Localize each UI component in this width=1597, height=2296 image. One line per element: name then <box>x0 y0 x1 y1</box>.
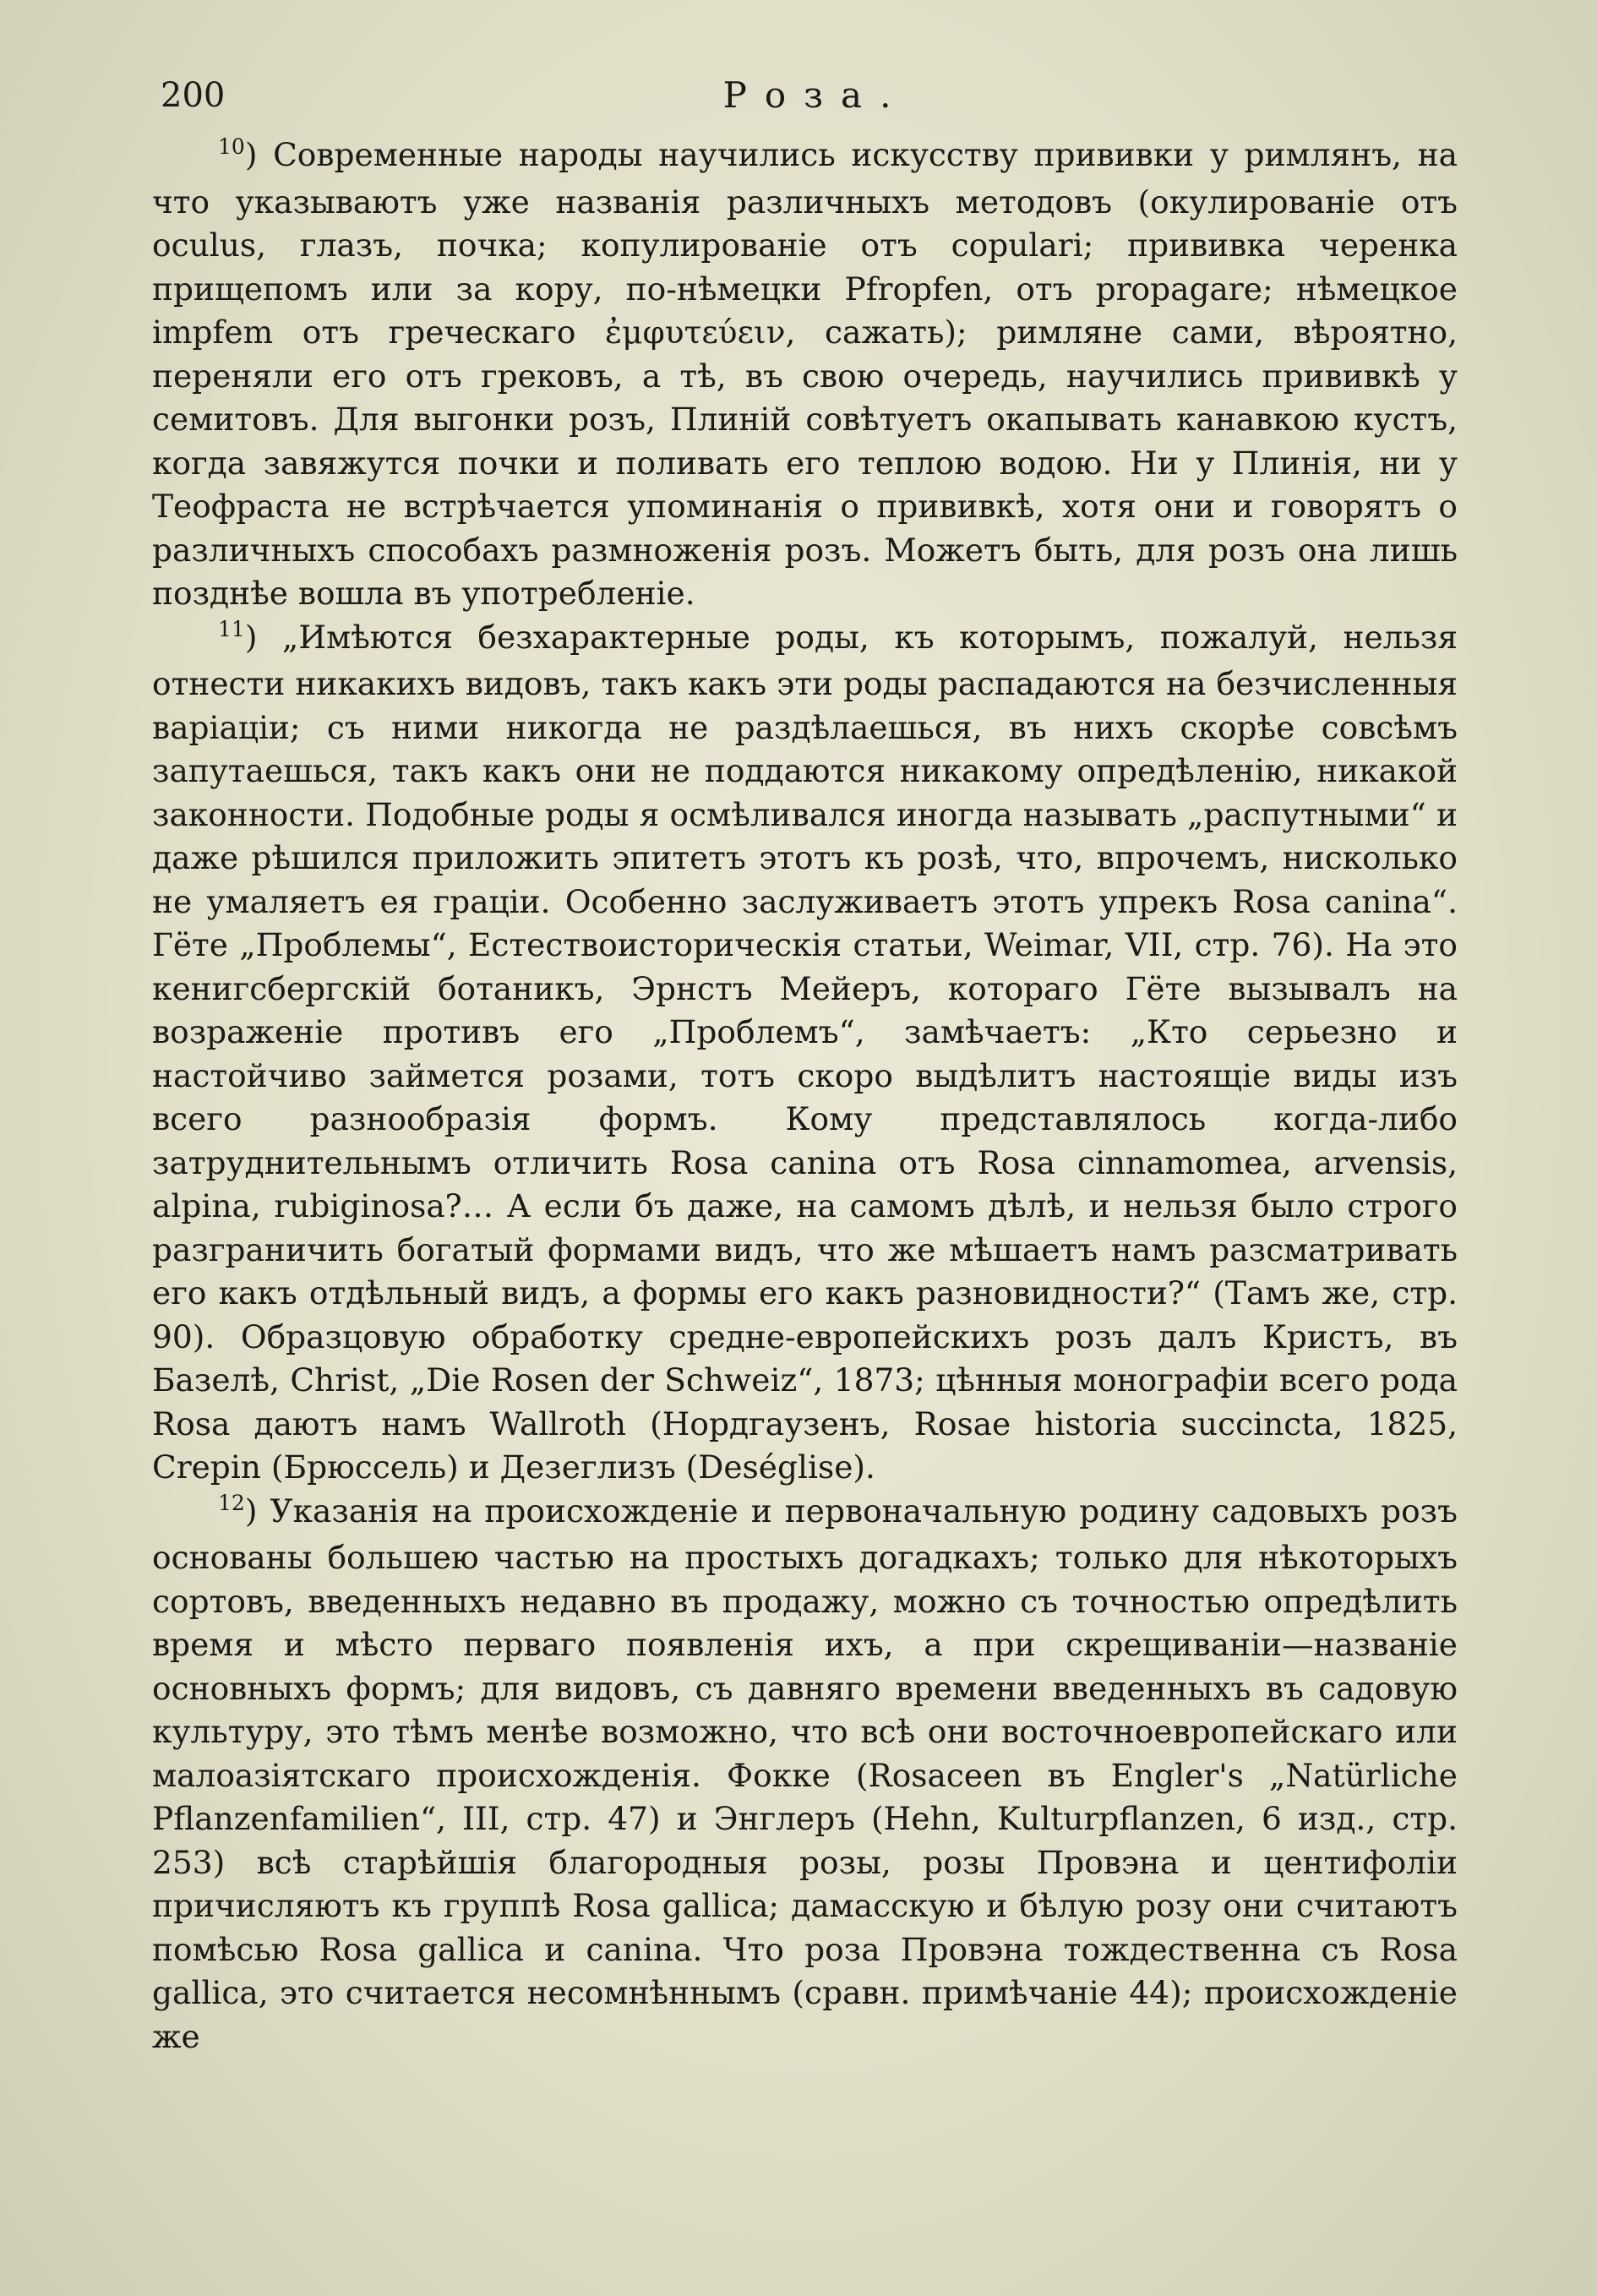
footnote-12 <box>152 1490 1458 2059</box>
footnote-marker: 10 <box>218 134 245 159</box>
footnote-text: ) Современные народы научились искусству прививки у римлянъ, на что указываютъ уже названія различныхъ методовъ (окулированіе отъ oculus, глазъ, почка; копулированіе отъ copulari; прививка черенка прищепомъ или за кору, по-нѣмецки Pfropfen, отъ propagare; нѣмецкое impfem отъ греческаго ἐμφυτεύειν, сажать); римляне сами, вѣроятно, переняли его отъ грековъ, а тѣ, въ свою очередь, научились прививкѣ у семитовъ. Для выгонки розъ, Плиній совѣтуетъ окапывать канавкою кустъ, когда завяжутся почки и поливать его теплою водою. Ни у Плинія, ни у Теофраста не встрѣчается упоминанія о прививкѣ, хотя они и говорятъ о различныхъ способахъ размноженія розъ. Можетъ быть, для розъ она лишь позднѣе вошла въ употребленіе. <box>152 136 1458 612</box>
page-header <box>161 66 1453 125</box>
footnote-text: ) „Имѣются безхарактерные роды, къ которымъ, пожалуй, нельзя отнести никакихъ видовъ, такъ какъ эти роды распадаются на безчисленныя варіаціи; съ ними никогда не раздѣлаешься, въ нихъ скорѣе совсѣмъ запутаешься, такъ какъ они не поддаются никакому опредѣленію, никакой законности. Подобные роды я осмѣливался иногда называть „распутными“ и даже рѣшился приложить эпитетъ этотъ къ розѣ, что, впрочемъ, нисколько не умаляетъ ея граціи. Особенно заслуживаетъ этотъ упрекъ Rosa canina“. Гёте „Проблемы“, Естествоисторическія статьи, Weimar, VII, стр. 76). На это кенигсбергскій ботаникъ, Эрнстъ Мейеръ, котораго Гёте вызывалъ на возраженіе противъ его „Проблемъ“, замѣчаетъ: „Кто серьезно и настойчиво займется розами, тотъ скоро выдѣлитъ настоящіе виды изъ всего разнообразія формъ. Кому представлялось когда-либо затруднительнымъ отличить Rosa canina отъ Rosa cinnamomea, arvensis, alpina, rubiginosa?… А если бъ даже, на самомъ дѣлѣ, и нельзя было строго разграничить богатый формами видъ, что же мѣшаетъ намъ разсматривать его какъ отдѣльный видъ, а формы его какъ разновидности?“ (Тамъ же, стр. 90). Образцовую обработку средне-европейскихъ розъ далъ Кристъ, въ Базелѣ, Christ, „Die Rosen der Schweiz“, 1873; цѣнныя монографіи всего рода Rosa даютъ намъ Wallroth (Нордгаузенъ, Rosae historia succincta, 1825, Crepin (Брюссель) и Дезеглизъ (Deséglise). <box>152 618 1458 1486</box>
running-title: Роза. <box>722 74 909 116</box>
footnote-text: ) Указанія на происхожденіе и первоначальную родину садовыхъ розъ основаны большею частью на простыхъ догадкахъ; только для нѣкоторыхъ сортовъ, введенныхъ недавно въ продажу, можно съ точностью опредѣлить время и мѣсто перваго появленія ихъ, а при скрещиваніи—названіе основныхъ формъ; для видовъ, съ давняго времени введенныхъ въ садовую культуру, это тѣмъ менѣе возможно, что всѣ они восточноевропейскаго или малоазіятскаго происхожденія. Фокке (Rosaceen въ Engler's „Natürliche Pflanzenfamilien“, III, стр. 47) и Энглеръ (Hehn, Kulturpflanzen, 6 изд., стр. 253) всѣ старѣйшія благородныя розы, розы Провэна и центифоліи причисляютъ къ группѣ Rosa gallica; дамасскую и бѣлую розу они считаютъ помѣсью Rosa gallica и canina. Что роза Провэна тождественна съ Rosa gallica, это считается несомнѣннымъ (сравн. примѣчаніе 44); происхожденіе же <box>152 1492 1458 2055</box>
page-number: 200 <box>161 76 226 115</box>
footnote-11 <box>152 616 1458 1490</box>
footnote-marker: 12 <box>218 1490 245 1515</box>
footnote-marker: 11 <box>218 616 245 641</box>
footnote-10 <box>152 134 1458 616</box>
footnotes-block <box>152 134 1458 2059</box>
